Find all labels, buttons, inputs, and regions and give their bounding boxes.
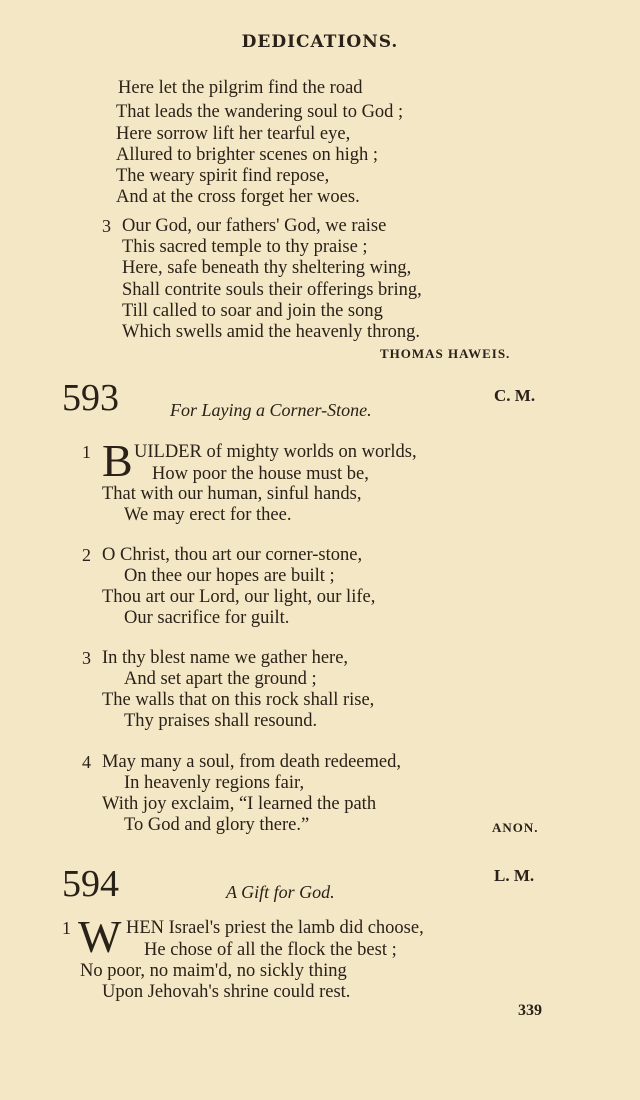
verse-number: 2 [82,545,91,565]
verse-line: Shall contrite souls their offerings bring, [122,280,422,300]
verse-line: That leads the wandering soul to God ; [116,102,404,122]
hymn-title: A Gift for God. [226,882,335,902]
verse-line: With joy exclaim, “I learned the path [102,794,377,814]
verse-number: 1 [62,918,71,938]
verse-line: We may erect for thee. [124,505,292,525]
verse-line: Upon Jehovah's shrine could rest. [102,982,351,1002]
hymn-title: For Laying a Corner-Stone. [170,400,372,420]
verse-line: To God and glory there.” [124,815,310,835]
drop-cap: W [78,911,122,962]
verse-line: And set apart the ground ; [124,669,317,689]
verse-line: Here sorrow lift her tearful eye, [116,124,351,144]
verse-line: How poor the house must be, [152,464,369,484]
hymn-meter: L. M. [494,866,535,885]
verse-line: No poor, no maim'd, no sickly thing [80,961,347,981]
verse-line: UILDER of mighty worlds on worlds, [134,442,417,462]
verse-line: Thy praises shall resound. [124,711,318,731]
hymn-meter: C. M. [494,386,536,405]
verse-line: In thy blest name we gather here, [102,648,349,668]
verse-line: Which swells amid the heavenly throng. [122,322,420,342]
verse-number: 4 [82,752,91,772]
drop-cap: B [102,435,133,486]
hymn-number: 593 [62,377,119,419]
verse-number: 3 [102,216,111,236]
author-attribution: THOMAS HAWEIS. [380,346,511,361]
verse-line: May many a soul, from death redeemed, [102,752,401,772]
verse-line: Our sacrifice for guilt. [124,608,290,628]
verse-number: 3 [82,648,91,668]
hymn-number: 594 [62,863,119,905]
verse-line: Thou art our Lord, our light, our life, [102,587,376,607]
verse-line: Here let the pilgrim find the road [118,78,363,98]
verse-line: In heavenly regions fair, [124,773,305,793]
running-head: DEDICATIONS. [241,32,399,52]
author-attribution: ANON. [492,820,539,835]
verse-line: Allured to brighter scenes on high ; [116,145,379,165]
page-number: 339 [518,1002,542,1019]
verse-line: Here, safe beneath thy sheltering wing, [122,258,412,278]
verse-line: HEN Israel's priest the lamb did choose, [126,918,424,938]
verse-line: The walls that on this rock shall rise, [102,690,375,710]
verse-line: Till called to soar and join the song [122,301,383,321]
verse-line: And at the cross forget her woes. [116,187,360,207]
verse-line: That with our human, sinful hands, [102,484,362,504]
verse-line: O Christ, thou art our corner-stone, [102,545,363,565]
verse-line: Our God, our fathers' God, we raise [122,216,387,236]
verse-number: 1 [82,442,91,462]
verse-line: This sacred temple to thy praise ; [122,237,368,257]
verse-line: The weary spirit find repose, [116,166,330,186]
verse-line: On thee our hopes are built ; [124,566,335,586]
verse-line: He chose of all the flock the best ; [144,940,397,960]
